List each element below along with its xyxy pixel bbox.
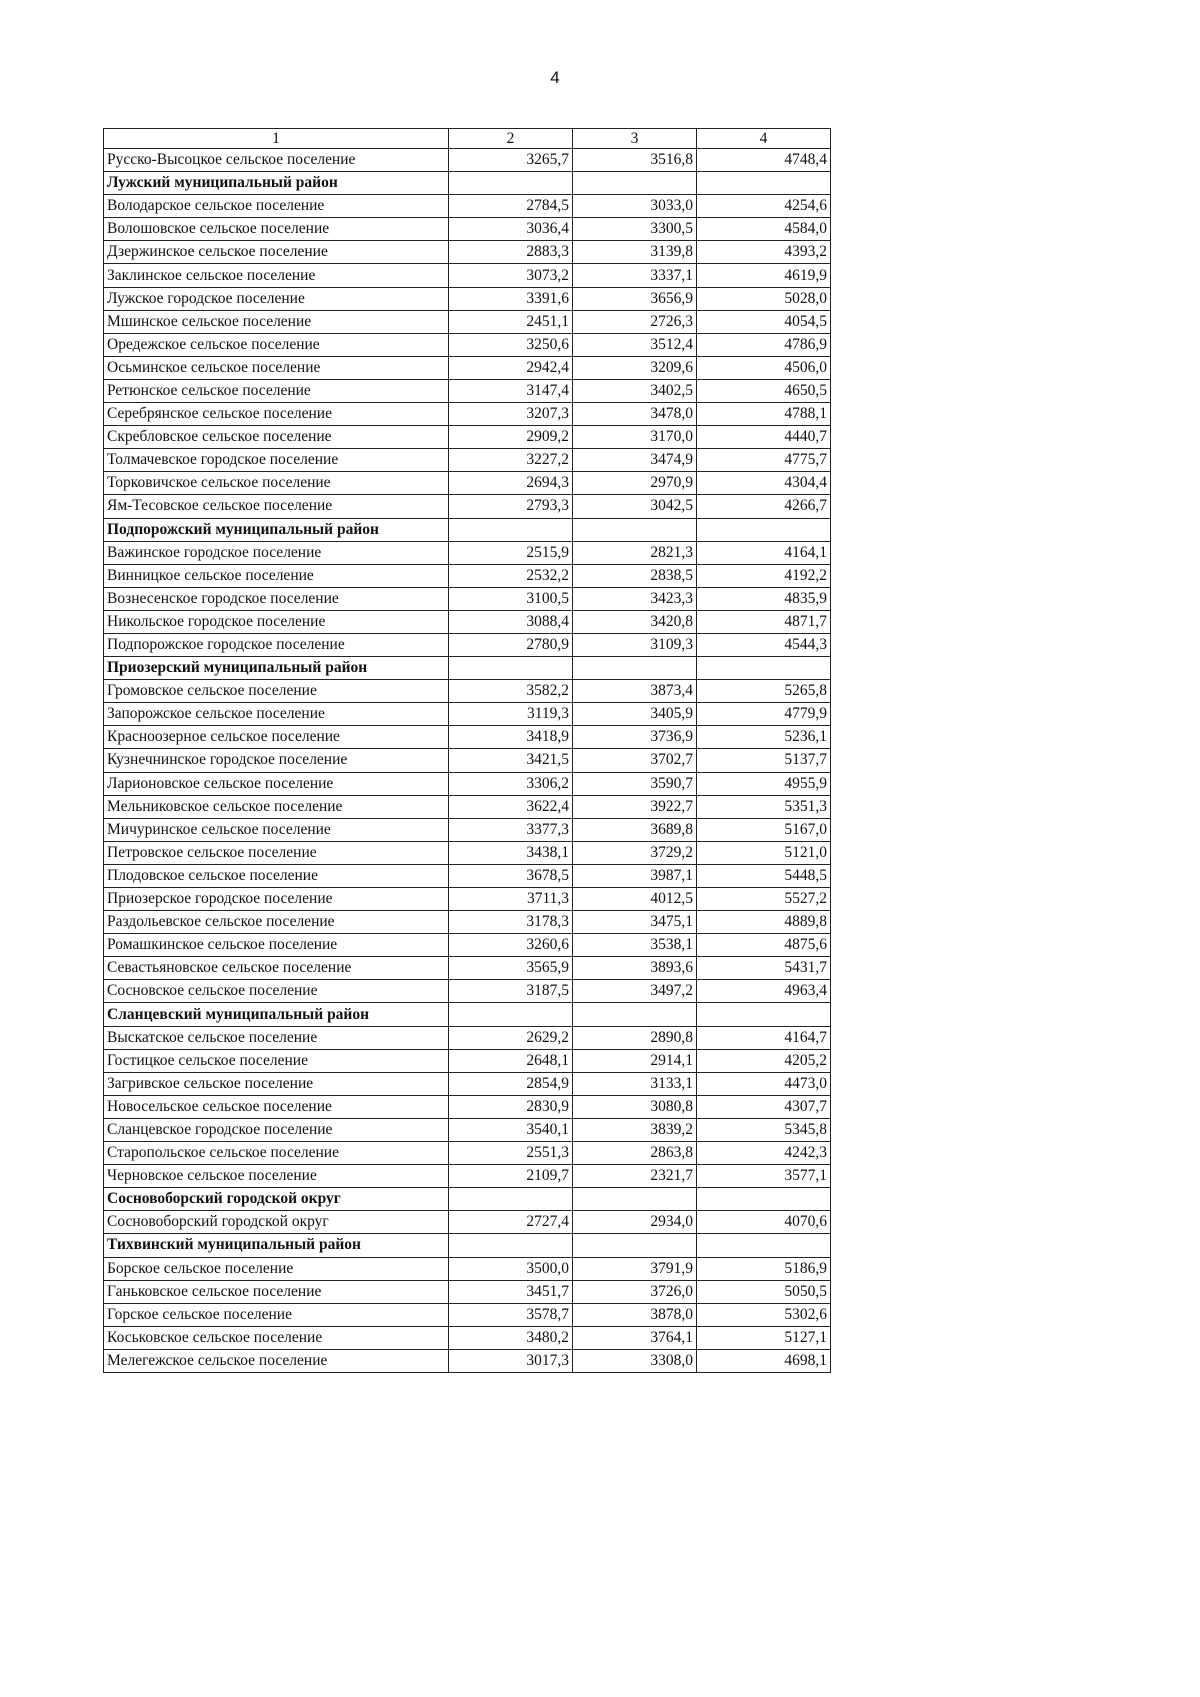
settlement-name: Кузнечнинское городское поселение [104,749,449,772]
table-row [104,241,831,264]
value-col-4 [697,172,831,195]
value-col-2: 2515,9 [449,541,573,564]
value-col-2 [449,1188,573,1211]
value-col-3 [573,657,697,680]
value-col-2 [449,1234,573,1257]
settlement-name: Севастьяновское сельское поселение [104,957,449,980]
value-col-2: 2854,9 [449,1072,573,1095]
settlement-name: Плодовское сельское поселение [104,864,449,887]
value-col-2: 3178,3 [449,911,573,934]
value-col-3: 3893,6 [573,957,697,980]
table-row [104,864,831,887]
value-col-2: 3377,3 [449,818,573,841]
value-col-4: 4788,1 [697,403,831,426]
settlement-name: Волошовское сельское поселение [104,218,449,241]
settlement-name: Ям-Тесовское сельское поселение [104,495,449,518]
value-col-4: 4266,7 [697,495,831,518]
table-row [104,218,831,241]
table-row [104,1095,831,1118]
value-col-3: 3729,2 [573,841,697,864]
settlement-name: Мелегежское сельское поселение [104,1349,449,1372]
value-col-3: 3033,0 [573,195,697,218]
table-row [104,564,831,587]
table-row [104,379,831,402]
settlement-name: Скребловское сельское поселение [104,426,449,449]
value-col-4: 5121,0 [697,841,831,864]
column-header: 1 [104,129,449,149]
table-row [104,541,831,564]
value-col-2: 3088,4 [449,610,573,633]
value-col-4: 3577,1 [697,1165,831,1188]
district-name: Подпорожский муниципальный район [104,518,449,541]
table-row [104,1072,831,1095]
table-row [104,264,831,287]
settlement-name: Винницкое сельское поселение [104,564,449,587]
header-row [104,129,831,149]
value-col-4: 4875,6 [697,934,831,957]
settlement-name: Дзержинское сельское поселение [104,241,449,264]
value-col-4: 5127,1 [697,1326,831,1349]
settlement-name: Володарское сельское поселение [104,195,449,218]
value-col-3: 3420,8 [573,610,697,633]
value-col-4: 5167,0 [697,818,831,841]
table-row [104,934,831,957]
value-col-2 [449,657,573,680]
table-row [104,911,831,934]
settlement-name: Мичуринское сельское поселение [104,818,449,841]
value-col-4: 4304,4 [697,472,831,495]
settlement-name: Оредежское сельское поселение [104,333,449,356]
table-row [104,888,831,911]
value-col-4: 4619,9 [697,264,831,287]
value-col-3: 3423,3 [573,587,697,610]
value-col-4: 4473,0 [697,1072,831,1095]
page-number: 4 [550,68,560,87]
settlement-name: Русско-Высоцкое сельское поселение [104,149,449,172]
district-heading-row [104,1188,831,1211]
table-row [104,287,831,310]
value-col-3: 3308,0 [573,1349,697,1372]
value-col-3: 2934,0 [573,1211,697,1234]
value-col-3: 3209,6 [573,356,697,379]
settlement-name: Горское сельское поселение [104,1303,449,1326]
value-col-2: 2780,9 [449,633,573,656]
value-col-4 [697,1188,831,1211]
table-row [104,149,831,172]
settlement-name: Торковичское сельское поселение [104,472,449,495]
value-col-2 [449,1003,573,1026]
value-col-3: 3133,1 [573,1072,697,1095]
table-row [104,195,831,218]
value-col-4: 4650,5 [697,379,831,402]
value-col-2: 3260,6 [449,934,573,957]
value-col-2: 3073,2 [449,264,573,287]
table-row [104,1326,831,1349]
value-col-4: 5265,8 [697,680,831,703]
settlement-name: Заклинское сельское поселение [104,264,449,287]
value-col-2: 2629,2 [449,1026,573,1049]
value-col-4: 4963,4 [697,980,831,1003]
value-col-4: 4393,2 [697,241,831,264]
data-table [103,128,831,1373]
value-col-3: 3689,8 [573,818,697,841]
district-name: Сосновоборский городской округ [104,1188,449,1211]
value-col-3: 3170,0 [573,426,697,449]
table-row [104,1257,831,1280]
value-col-2: 2451,1 [449,310,573,333]
district-heading-row [104,518,831,541]
value-col-3: 2863,8 [573,1142,697,1165]
table-row [104,726,831,749]
value-col-2: 3017,3 [449,1349,573,1372]
settlement-name: Толмачевское городское поселение [104,449,449,472]
value-col-2: 3265,7 [449,149,573,172]
value-col-4: 5448,5 [697,864,831,887]
settlement-name: Громовское сельское поселение [104,680,449,703]
value-col-3 [573,1003,697,1026]
value-col-2: 3622,4 [449,795,573,818]
value-col-3: 3736,9 [573,726,697,749]
value-col-3: 2970,9 [573,472,697,495]
value-col-2: 2551,3 [449,1142,573,1165]
settlement-name: Борское сельское поселение [104,1257,449,1280]
value-col-2: 3678,5 [449,864,573,887]
value-col-2: 3147,4 [449,379,573,402]
settlement-name: Запорожское сельское поселение [104,703,449,726]
district-name: Приозерский муниципальный район [104,657,449,680]
value-col-4: 4584,0 [697,218,831,241]
value-col-2: 3438,1 [449,841,573,864]
value-col-4: 4955,9 [697,772,831,795]
value-col-2: 3540,1 [449,1118,573,1141]
settlement-name: Красноозерное сельское поселение [104,726,449,749]
value-col-2 [449,172,573,195]
value-col-4: 4871,7 [697,610,831,633]
value-col-3: 3478,0 [573,403,697,426]
table-row [104,1026,831,1049]
value-col-4: 4205,2 [697,1049,831,1072]
value-col-4: 4835,9 [697,587,831,610]
value-col-3: 3497,2 [573,980,697,1003]
value-col-4: 4506,0 [697,356,831,379]
table-row [104,795,831,818]
value-col-2: 3451,7 [449,1280,573,1303]
value-col-4: 5302,6 [697,1303,831,1326]
value-col-2: 3207,3 [449,403,573,426]
settlement-name: Серебрянское сельское поселение [104,403,449,426]
value-col-2: 2648,1 [449,1049,573,1072]
settlement-name: Сосновское сельское поселение [104,980,449,1003]
value-col-3 [573,1234,697,1257]
value-col-3: 3702,7 [573,749,697,772]
value-col-3: 3405,9 [573,703,697,726]
table-row [104,1211,831,1234]
settlement-name: Новосельское сельское поселение [104,1095,449,1118]
value-col-2: 2942,4 [449,356,573,379]
table-row [104,841,831,864]
value-col-3: 3402,5 [573,379,697,402]
value-col-2: 2694,3 [449,472,573,495]
value-col-3: 3337,1 [573,264,697,287]
value-col-3: 3516,8 [573,149,697,172]
value-col-2: 3500,0 [449,1257,573,1280]
value-col-3: 4012,5 [573,888,697,911]
settlement-name: Мельниковское сельское поселение [104,795,449,818]
value-col-4: 4070,6 [697,1211,831,1234]
settlement-name: Старопольское сельское поселение [104,1142,449,1165]
value-col-3: 2914,1 [573,1049,697,1072]
table-row [104,772,831,795]
value-col-3: 3080,8 [573,1095,697,1118]
value-col-3: 2821,3 [573,541,697,564]
value-col-4: 5050,5 [697,1280,831,1303]
value-col-2: 3187,5 [449,980,573,1003]
value-col-2: 2532,2 [449,564,573,587]
table-row [104,980,831,1003]
value-col-2: 3100,5 [449,587,573,610]
value-col-2: 3578,7 [449,1303,573,1326]
value-col-3: 2838,5 [573,564,697,587]
value-col-4: 4748,4 [697,149,831,172]
value-col-4: 4775,7 [697,449,831,472]
settlement-name: Коськовское сельское поселение [104,1326,449,1349]
table-row [104,403,831,426]
column-header: 2 [449,129,573,149]
settlement-name: Осьминское сельское поселение [104,356,449,379]
table-row [104,749,831,772]
value-col-3: 2321,7 [573,1165,697,1188]
value-col-2: 3250,6 [449,333,573,356]
value-col-3: 3726,0 [573,1280,697,1303]
table-row [104,703,831,726]
value-col-4: 4779,9 [697,703,831,726]
value-col-4: 5186,9 [697,1257,831,1280]
settlement-name: Вознесенское городское поселение [104,587,449,610]
table-row [104,818,831,841]
value-col-2: 3036,4 [449,218,573,241]
value-col-4: 4164,1 [697,541,831,564]
table-row [104,1280,831,1303]
table-row [104,957,831,980]
value-col-2 [449,518,573,541]
table-row [104,1303,831,1326]
value-col-2: 3565,9 [449,957,573,980]
table-row [104,1049,831,1072]
value-col-2: 2883,3 [449,241,573,264]
value-col-3: 3839,2 [573,1118,697,1141]
value-col-2: 2784,5 [449,195,573,218]
value-col-2: 3711,3 [449,888,573,911]
value-col-2: 3119,3 [449,703,573,726]
table-row [104,426,831,449]
value-col-4: 5345,8 [697,1118,831,1141]
value-col-2: 3418,9 [449,726,573,749]
value-col-2: 3421,5 [449,749,573,772]
district-name: Сланцевский муниципальный район [104,1003,449,1026]
settlement-name: Ганьковское сельское поселение [104,1280,449,1303]
column-header: 3 [573,129,697,149]
value-col-4 [697,1003,831,1026]
value-col-3: 3474,9 [573,449,697,472]
settlement-name: Подпорожское городское поселение [104,633,449,656]
settlement-name: Никольское городское поселение [104,610,449,633]
value-col-3: 3512,4 [573,333,697,356]
settlement-name: Загривское сельское поселение [104,1072,449,1095]
value-col-4: 5527,2 [697,888,831,911]
value-col-3: 3791,9 [573,1257,697,1280]
value-col-4: 5137,7 [697,749,831,772]
settlement-name: Сосновоборский городской округ [104,1211,449,1234]
table-row [104,356,831,379]
value-col-4: 4054,5 [697,310,831,333]
column-header: 4 [697,129,831,149]
value-col-3: 3656,9 [573,287,697,310]
value-col-2: 2109,7 [449,1165,573,1188]
value-col-3: 2890,8 [573,1026,697,1049]
table-row [104,1349,831,1372]
value-col-4: 4307,7 [697,1095,831,1118]
settlement-name: Лужское городское поселение [104,287,449,310]
value-col-3 [573,1188,697,1211]
settlement-name: Раздольевское сельское поселение [104,911,449,934]
value-col-3: 3109,3 [573,633,697,656]
table-row [104,495,831,518]
value-col-3: 3300,5 [573,218,697,241]
district-heading-row [104,1003,831,1026]
value-col-2: 3227,2 [449,449,573,472]
value-col-2: 2793,3 [449,495,573,518]
value-col-3: 3764,1 [573,1326,697,1349]
value-col-3: 3590,7 [573,772,697,795]
table-row [104,310,831,333]
value-col-4 [697,1234,831,1257]
table-row [104,587,831,610]
settlement-name: Выскатское сельское поселение [104,1026,449,1049]
value-col-3: 3475,1 [573,911,697,934]
value-col-4: 5236,1 [697,726,831,749]
value-col-4: 4192,2 [697,564,831,587]
settlement-name: Ларионовское сельское поселение [104,772,449,795]
value-col-3: 3878,0 [573,1303,697,1326]
value-col-3: 3538,1 [573,934,697,957]
settlement-name: Ромашкинское сельское поселение [104,934,449,957]
value-col-4: 4889,8 [697,911,831,934]
table-row [104,610,831,633]
value-col-2: 3306,2 [449,772,573,795]
value-col-4: 5351,3 [697,795,831,818]
district-heading-row [104,1234,831,1257]
value-col-4: 4164,7 [697,1026,831,1049]
district-name: Лужский муниципальный район [104,172,449,195]
value-col-2: 3582,2 [449,680,573,703]
settlement-name: Мшинское сельское поселение [104,310,449,333]
settlement-name: Важинское городское поселение [104,541,449,564]
value-col-2: 2727,4 [449,1211,573,1234]
value-col-4: 5431,7 [697,957,831,980]
value-col-2: 3480,2 [449,1326,573,1349]
value-col-4: 4254,6 [697,195,831,218]
value-col-3 [573,518,697,541]
settlement-name: Приозерское городское поселение [104,888,449,911]
value-col-3: 3139,8 [573,241,697,264]
value-col-4: 4786,9 [697,333,831,356]
value-col-3: 3922,7 [573,795,697,818]
value-col-3: 3987,1 [573,864,697,887]
table-body [104,149,831,1373]
value-col-4: 4440,7 [697,426,831,449]
settlement-name: Черновское сельское поселение [104,1165,449,1188]
table-row [104,472,831,495]
table-row [104,680,831,703]
value-col-3: 3042,5 [573,495,697,518]
table-row [104,633,831,656]
value-col-2: 2909,2 [449,426,573,449]
settlement-name: Гостицкое сельское поселение [104,1049,449,1072]
value-col-2: 3391,6 [449,287,573,310]
district-name: Тихвинский муниципальный район [104,1234,449,1257]
value-col-4: 4242,3 [697,1142,831,1165]
value-col-3: 2726,3 [573,310,697,333]
value-col-3 [573,172,697,195]
settlement-name: Сланцевское городское поселение [104,1118,449,1141]
value-col-3: 3873,4 [573,680,697,703]
settlement-name: Ретюнское сельское поселение [104,379,449,402]
district-heading-row [104,172,831,195]
value-col-4: 4544,3 [697,633,831,656]
table-row [104,333,831,356]
settlement-name: Петровское сельское поселение [104,841,449,864]
value-col-4 [697,518,831,541]
value-col-4: 5028,0 [697,287,831,310]
value-col-2: 2830,9 [449,1095,573,1118]
table-row [104,1142,831,1165]
district-heading-row [104,657,831,680]
value-col-4: 4698,1 [697,1349,831,1372]
table-row [104,449,831,472]
table-row [104,1118,831,1141]
value-col-4 [697,657,831,680]
table-row [104,1165,831,1188]
